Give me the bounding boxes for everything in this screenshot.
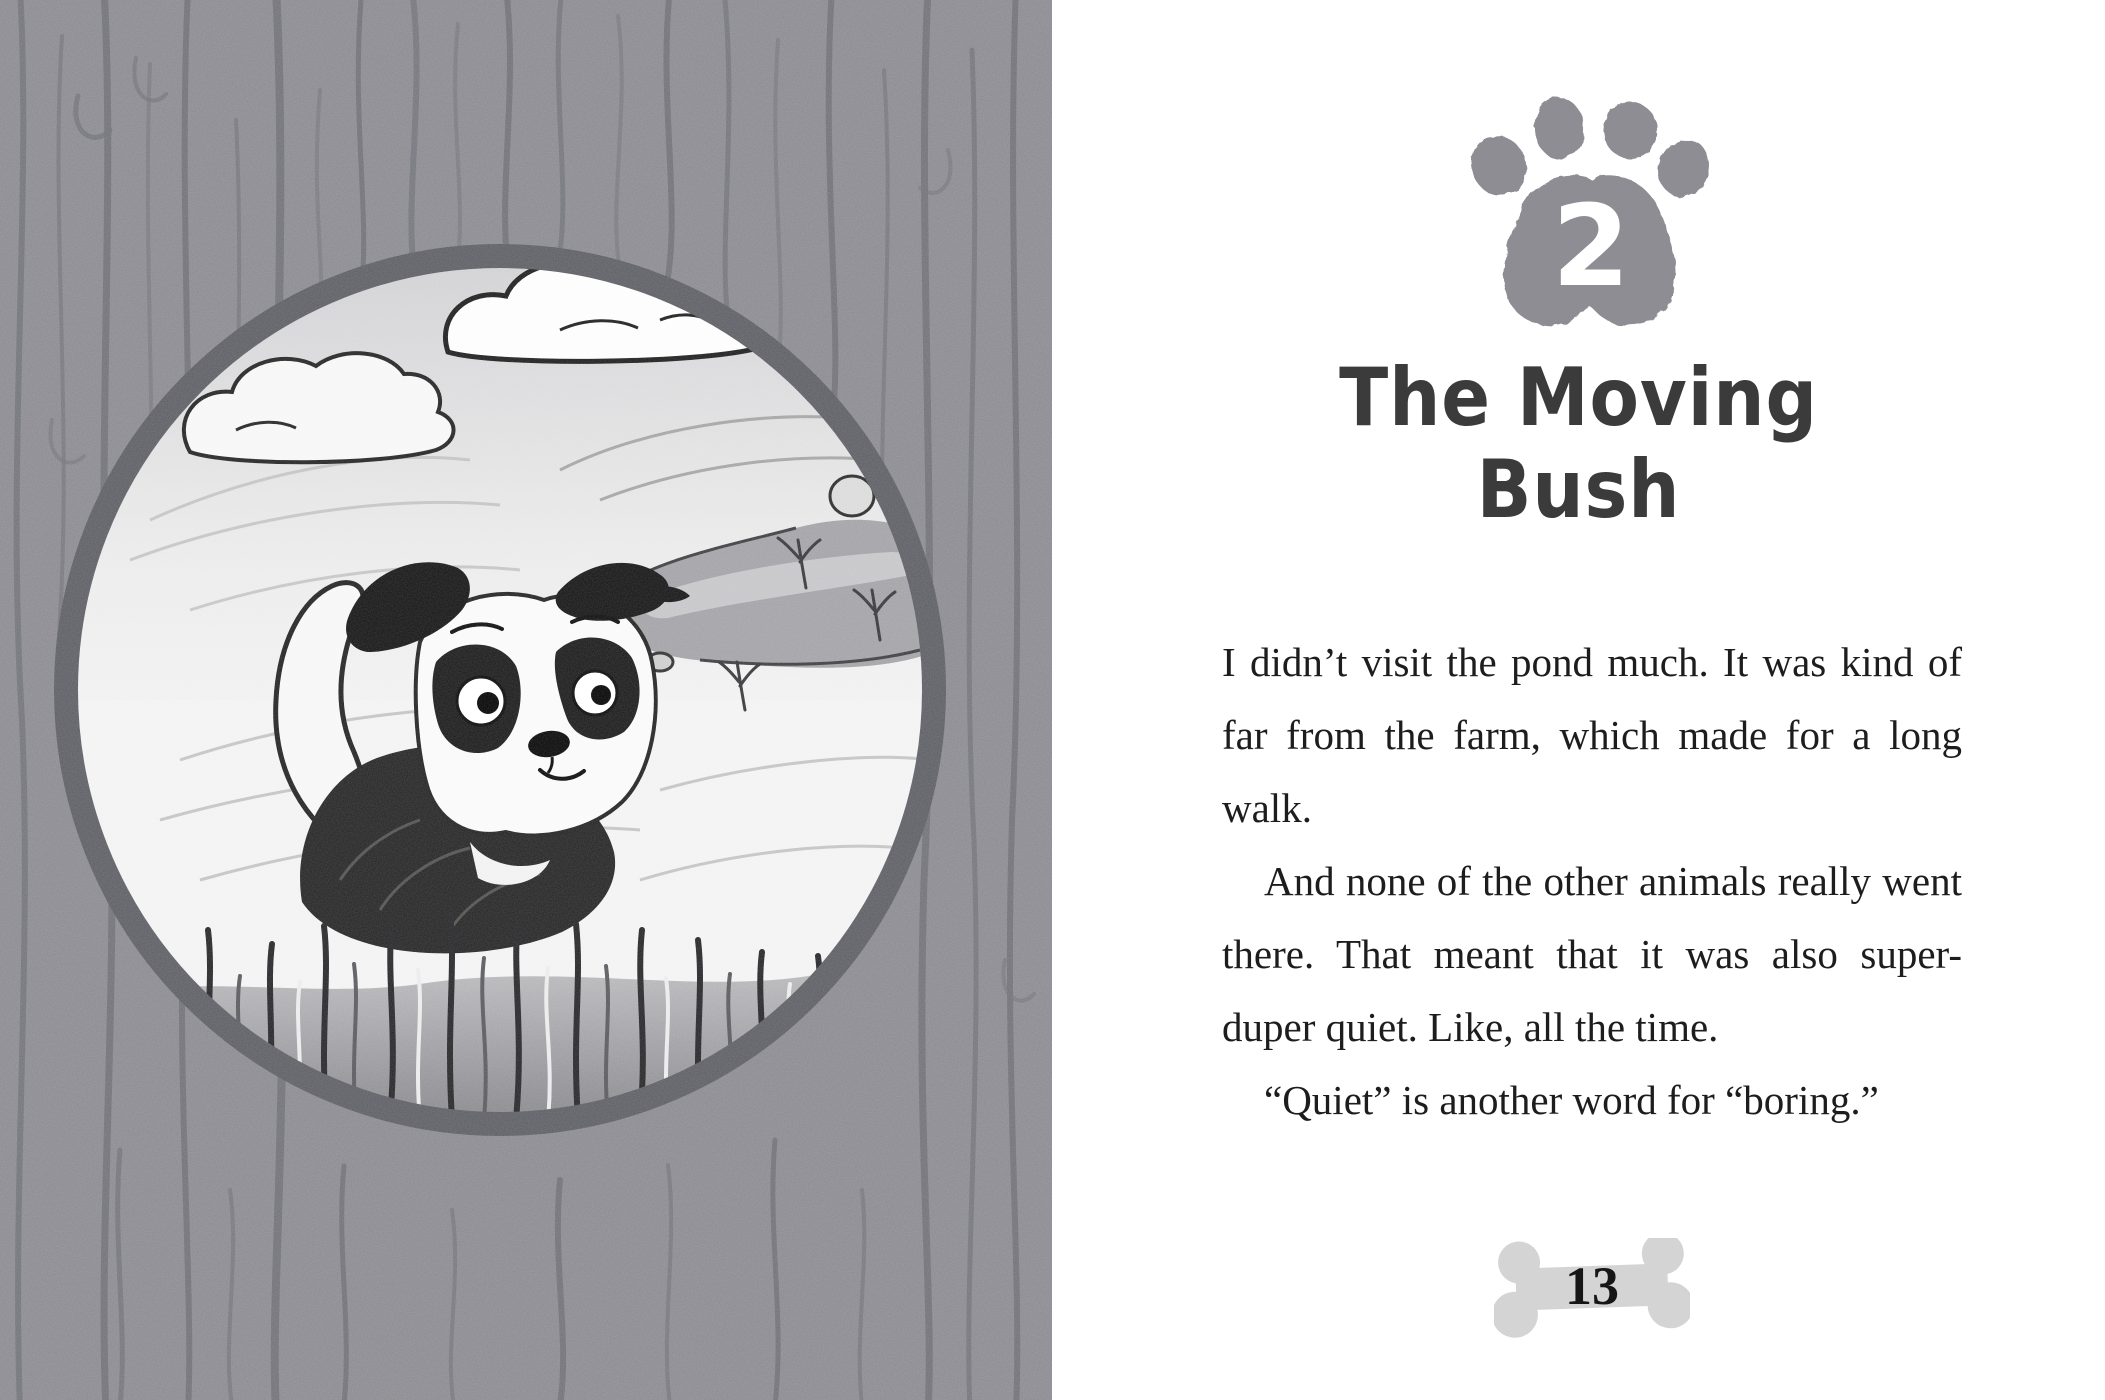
chapter-paw-badge (1470, 92, 1710, 332)
chapter-title-line1: The Moving (1339, 351, 1818, 444)
page-number-bone (1494, 1238, 1690, 1338)
paragraph: “Quiet” is another word for “boring.” (1264, 1077, 1879, 1123)
wood-fence-panel (0, 0, 1052, 1400)
paragraph: I didn’t visit the pond much. It was kind of far from the farm, which made for a long walk. (1222, 639, 1962, 831)
chapter-number: 2 (1552, 182, 1630, 312)
text-page (1052, 0, 2105, 1400)
paper-noise (0, 0, 1052, 1400)
chapter-title-line2: Bush (1476, 443, 1681, 536)
paragraph: And none of the other animals really went there. That meant that it was also super-duper quiet. Like, all the time. (1222, 858, 1962, 1050)
chapter-title (1105, 352, 2053, 536)
body-text (1222, 626, 1962, 1137)
page-number: 13 (1565, 1256, 1619, 1316)
left-panel-art (0, 0, 1052, 1400)
